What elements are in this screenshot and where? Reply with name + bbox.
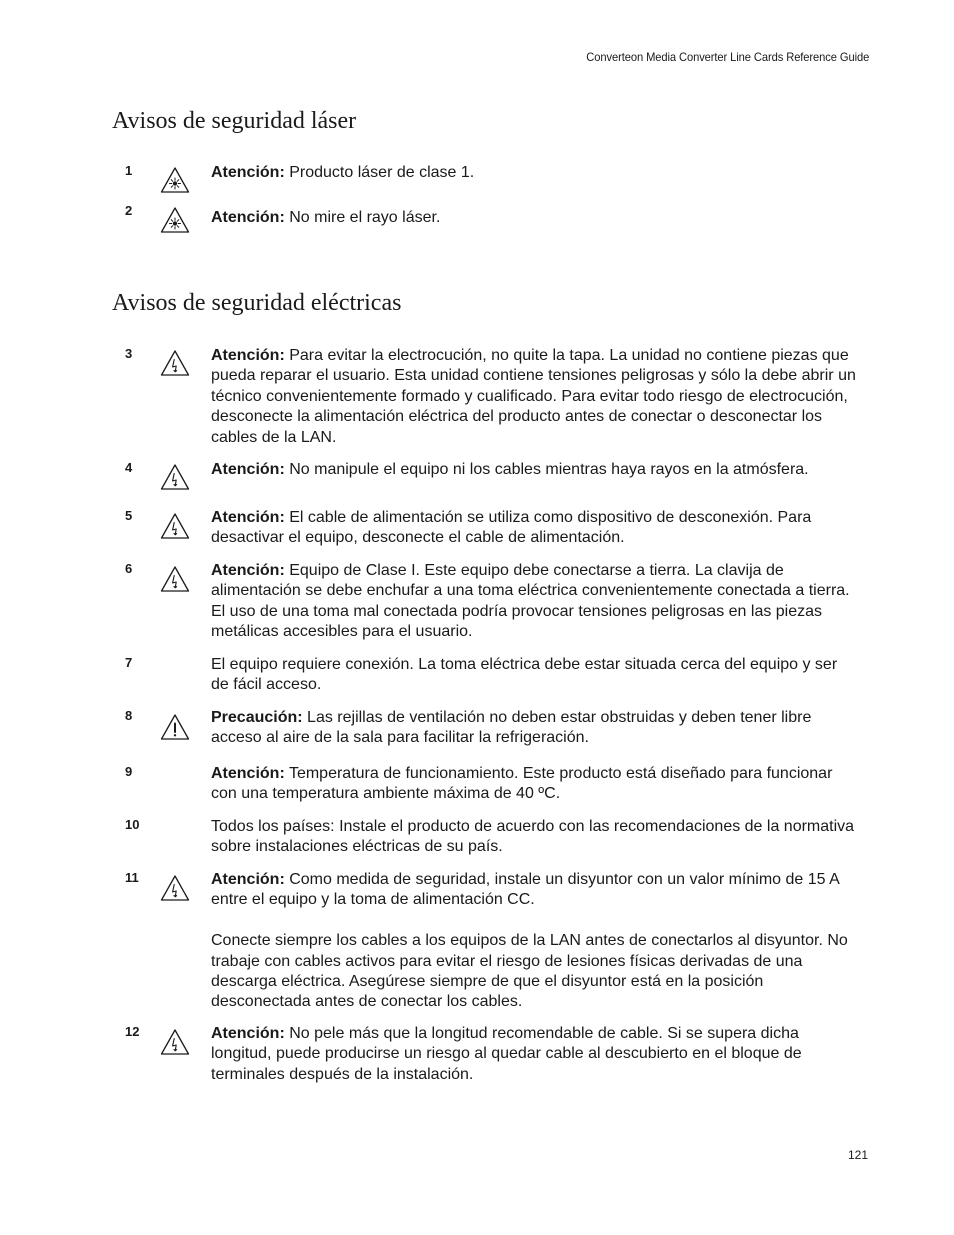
notice-body: Temperatura de funcionamiento. Este producto está diseñado para funcionar con una temperatura ambiente máxima de 40 ºC. [211, 765, 833, 803]
notice-text [211, 508, 856, 549]
notice-text [211, 708, 856, 749]
notice-body: Las rejillas de ventilación no deben estar obstruidas y deben tener libre acceso al aire de la sala para facilitar la refrigeración. [211, 709, 812, 747]
notice-text [211, 764, 856, 805]
notice-label: Atención: [211, 509, 285, 526]
notice-number: 2 [125, 203, 133, 218]
notice-number: 8 [125, 708, 133, 723]
laser-warning-icon [160, 206, 190, 234]
notice-text [211, 208, 856, 228]
notice-label: Atención: [211, 347, 285, 364]
notice-body: El cable de alimentación se utiliza como dispositivo de desconexión. Para desactivar el equipo, desconecte el cable de alimentación. [211, 509, 812, 547]
electric-shock-warning-icon [160, 874, 190, 902]
notice-text [211, 870, 856, 1013]
notice-number: 10 [125, 817, 140, 832]
notice-number: 3 [125, 346, 133, 361]
notice-number: 12 [125, 1024, 140, 1039]
section-title-electrical: Avisos de seguridad eléctricas [112, 290, 402, 316]
notice-body: No manipule el equipo ni los cables mientras haya rayos en la atmósfera. [284, 461, 809, 478]
notice-text [211, 817, 856, 858]
notice-label: Precaución: [211, 709, 303, 726]
page-number: 121 [847, 1148, 868, 1162]
notice-number: 4 [125, 460, 133, 475]
notice-body: El equipo requiere conexión. La toma eléctrica debe estar situada cerca del equipo y ser de fácil acceso. [211, 656, 838, 694]
notice-label: Atención: [211, 461, 285, 478]
notice-number: 7 [125, 655, 133, 670]
notice-text [211, 655, 856, 696]
section-title-laser: Avisos de seguridad láser [112, 108, 357, 134]
electric-shock-warning-icon [160, 1028, 190, 1056]
notice-text [211, 163, 856, 183]
electric-shock-warning-icon [160, 463, 190, 491]
notice-body: Como medida de seguridad, instale un disyuntor con un valor mínimo de 15 A entre el equipo y la toma de alimentación CC. [211, 871, 839, 909]
notice-text [211, 346, 856, 448]
notice-text [211, 460, 856, 480]
notice-label: Atención: [211, 209, 285, 226]
notice-text [211, 1024, 856, 1085]
notice-body: Todos los países: Instale el producto de acuerdo con las recomendaciones de la normativa sobre instalaciones eléctricas de su país. [211, 818, 855, 856]
laser-warning-icon [160, 166, 190, 194]
caution-exclamation-icon [160, 713, 190, 741]
notice-label: Atención: [211, 871, 285, 888]
notice-label: Atención: [211, 562, 285, 579]
notice-body: Equipo de Clase I. Este equipo debe conectarse a tierra. La clavija de alimentación se debe enchufar a una toma eléctrica convenientemente conectada a tierra. El uso de una toma mal conectada podría provocar tensiones peligrosas en las piezas metálicas accesibles para el usuario. [211, 562, 850, 641]
notice-body: No pele más que la longitud recomendable de cable. Si se supera dicha longitud, puede producirse un riesgo al quedar cable al descubierto en el bloque de terminales después de la instalación. [211, 1025, 802, 1083]
notice-number: 1 [125, 163, 133, 178]
notice-extra-paragraph: Conecte siempre los cables a los equipos de la LAN antes de conectarlos al disyuntor. No trabaje con cables activos para evitar el riesgo de lesiones físicas derivadas de una descarga eléctrica. Asegúrese siempre de que el disyuntor está en la posición desconectada antes de conectar los cables. [211, 932, 848, 1011]
notice-label: Atención: [211, 164, 285, 181]
notice-body: Para evitar la electrocución, no quite la tapa. La unidad no contiene piezas que pueda reparar el usuario. Esta unidad contiene tensiones peligrosas y sólo la debe abrir un técnico convenientemente formado y cualificado. Para evitar todo riesgo de electrocución, desconecte la alimentación eléctrica del producto antes de conectar o desconectar los cables de la LAN. [211, 347, 856, 446]
electric-shock-warning-icon [160, 512, 190, 540]
notice-number: 11 [125, 870, 139, 885]
notice-body: No mire el rayo láser. [284, 209, 441, 226]
electric-shock-warning-icon [160, 349, 190, 377]
notice-label: Atención: [211, 1025, 285, 1042]
notice-paragraph [211, 870, 856, 911]
electric-shock-warning-icon [160, 565, 190, 593]
notice-number: 6 [125, 561, 133, 576]
notice-text [211, 561, 856, 643]
notice-number: 9 [125, 764, 133, 779]
notice-number: 5 [125, 508, 133, 523]
running-header: Converteon Media Converter Line Cards Reference Guide [586, 50, 869, 64]
notice-label: Atención: [211, 765, 285, 782]
notice-body: Producto láser de clase 1. [284, 164, 475, 181]
